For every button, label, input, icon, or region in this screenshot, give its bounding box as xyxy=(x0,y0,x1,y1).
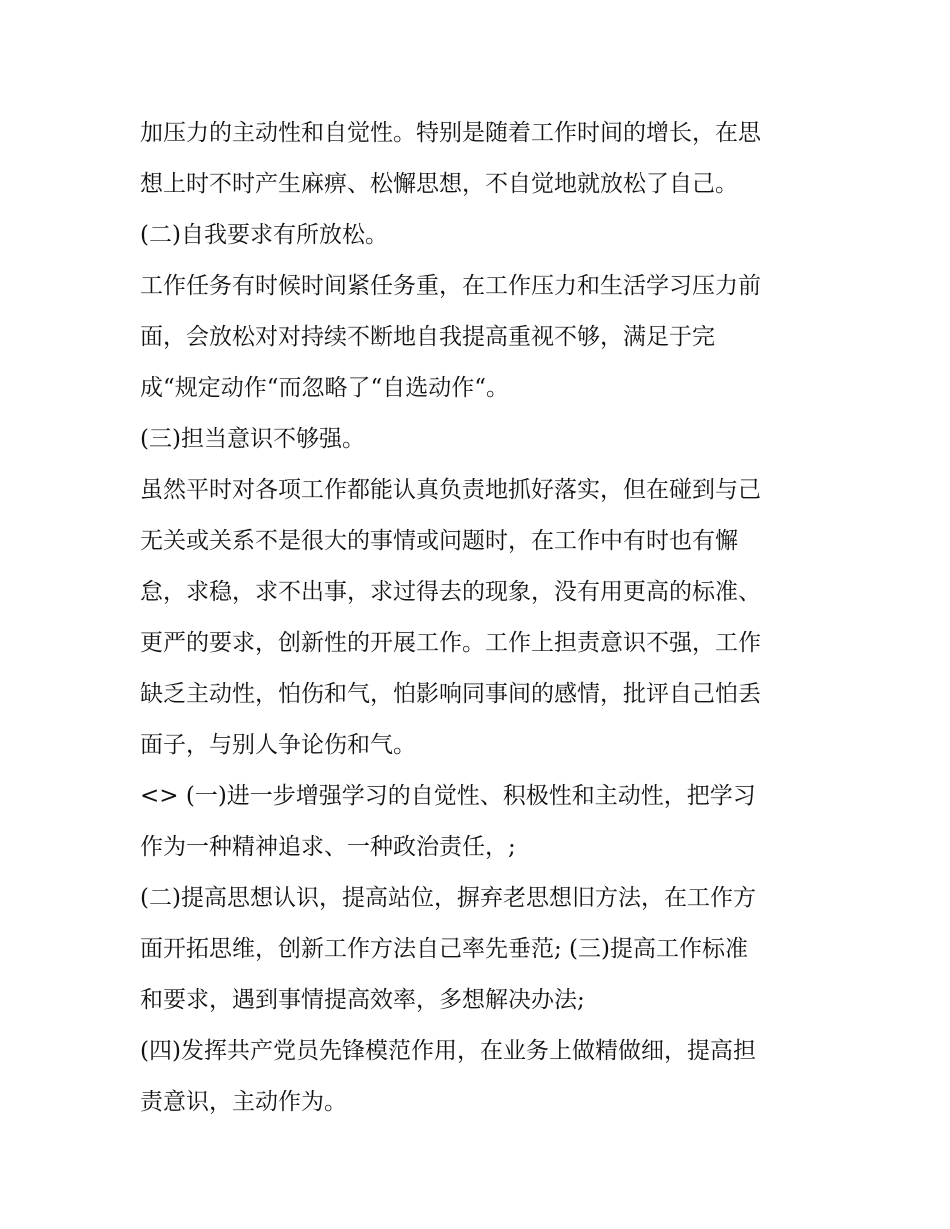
text-line: 工作任务有时候时间紧任务重，在工作压力和生活学习压力前 xyxy=(140,273,761,299)
text-line: (四)发挥共产党员先锋模范作用，在业务上做精做细，提高担 xyxy=(140,1038,756,1064)
text-line: 虽然平时对各项工作都能认真负责地抓好落实，但在碰到与己 xyxy=(140,477,761,503)
text-line: 无关或关系不是很大的事情或问题时，在工作中有时也有懈 xyxy=(140,528,738,554)
text-line: 作为一种精神追求、一种政治责任，; xyxy=(140,834,516,860)
text-line: 怠，求稳，求不出事，求过得去的现象，没有用更高的标准、 xyxy=(140,579,761,605)
section-heading: (三)担当意识不够强。 xyxy=(140,426,365,452)
section-heading: (二)自我要求有所放松。 xyxy=(140,222,388,248)
text-line: 责意识，主动作为。 xyxy=(140,1089,347,1115)
text-line: 缺乏主动性，怕伤和气，怕影响同事间的感情，批评自己怕丢 xyxy=(140,681,761,707)
text-line: 成“规定动作“而忽略了“自选动作“。 xyxy=(140,375,510,401)
text-line: 和要求，遇到事情提高效率，多想解决办法; xyxy=(140,987,585,1013)
text-line: 面开拓思维，创新工作方法自己率先垂范; (三)提高工作标准 xyxy=(140,936,749,962)
text-line: 面子，与别人争论伤和气。 xyxy=(140,732,416,758)
text-line: 面，会放松对对持续不断地自我提高重视不够，满足于完 xyxy=(140,324,715,350)
text-line: <> (一)进一步增强学习的自觉性、积极性和主动性，把学习 xyxy=(140,783,756,809)
text-line: (二)提高思想认识，提高站位，摒弃老思想旧方法，在工作方 xyxy=(140,885,756,911)
text-line: 想上时不时产生麻痹、松懈思想，不自觉地就放松了自己。 xyxy=(140,171,738,197)
text-line: 加压力的主动性和自觉性。特别是随着工作时间的增长，在思 xyxy=(140,120,761,146)
document-body xyxy=(140,108,820,1128)
text-line: 更严的要求，创新性的开展工作。工作上担责意识不强，工作 xyxy=(140,630,761,656)
